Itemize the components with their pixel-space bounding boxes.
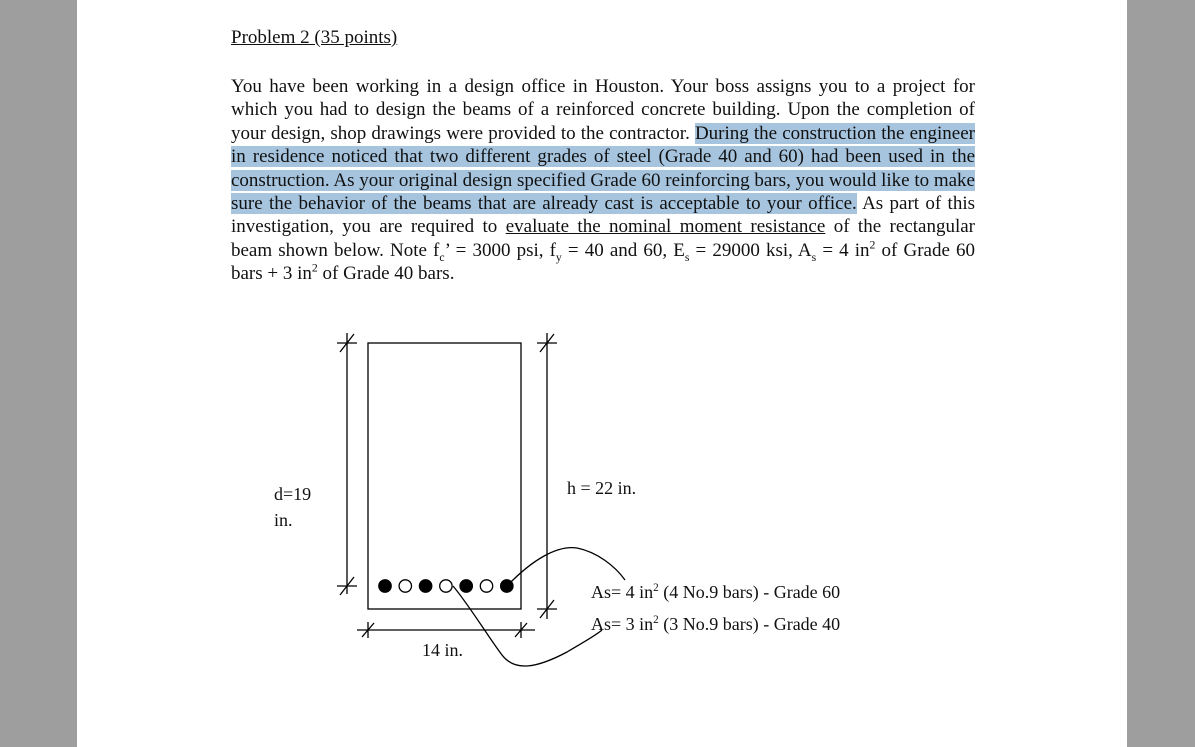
document-page [77, 0, 1127, 747]
grade60-rebar [379, 580, 391, 592]
h-label: h = 22 in. [567, 478, 637, 498]
grade40-rebar [480, 580, 492, 592]
problem-title: Problem 2 (35 points) [231, 27, 398, 48]
grade60-bars-label: As= 4 $in^2$ (4 No.9 bars) - Grade 60 [591, 582, 841, 602]
grade40-leader-curve [453, 586, 602, 666]
d-label: d=19 in. [274, 484, 312, 530]
grade60-rebar [460, 580, 472, 592]
statement-continuation: As part of this investigation, you are required to [231, 193, 975, 238]
grade40-bars-label: As= 3 $in^2$ (3 No.9 bars) - Grade 40 [591, 614, 841, 634]
beam-section-outline [368, 343, 521, 609]
underlined-task: evaluate the nominal moment resistance [505, 216, 826, 238]
problem-statement: You have been working in a design office in Houston. Your boss assigns you to a project for which you had to design the beams of a reinforced concrete building. Upon the completion of your design, shop drawings were provided to the contractor. During the construction the engineer in residence noticed that two different grades of steel (Grade 40 and 60) had been used in the construction. As your original design specified Grade 60 reinforcing bars, you would like to make sure the behavior of the beams that are already cast is acceptable to your office. As part of this investigation, you are required to evaluate the nominal moment resistance of the rectangular beam shown below. Note $f_c$’ = 3000 psi, $f_y = 40$ and 60, $E_s = 29000$ ksi, $A_s = 4$ $in^2$ of Grade 60 bars + 3 $in^2$ of Grade 40 bars. [231, 76, 975, 285]
highlighted-text: During the construction the engineer in residence noticed that two different grades of steel (Grade 40 and 60) had been used in the construction. As your original design specified Grade 60 reinforcing bars, you would like to make sure the behavior of the beams that are already cast is acceptable to your office. [231, 122, 975, 215]
rebar-row [379, 580, 513, 592]
grade60-rebar [419, 580, 431, 592]
grade60-leader-curve [507, 548, 625, 586]
grade60-rebar [501, 580, 513, 592]
width-label: 14 in. [422, 640, 464, 660]
grade40-rebar [399, 580, 411, 592]
statement-intro: You have been working in a design office in Houston. Your boss assigns you to a project for which you had to design the beams of a reinforced concrete building. Upon the completion of your design, shop drawings were provided to the contractor. [231, 76, 975, 144]
grade40-rebar [440, 580, 452, 592]
